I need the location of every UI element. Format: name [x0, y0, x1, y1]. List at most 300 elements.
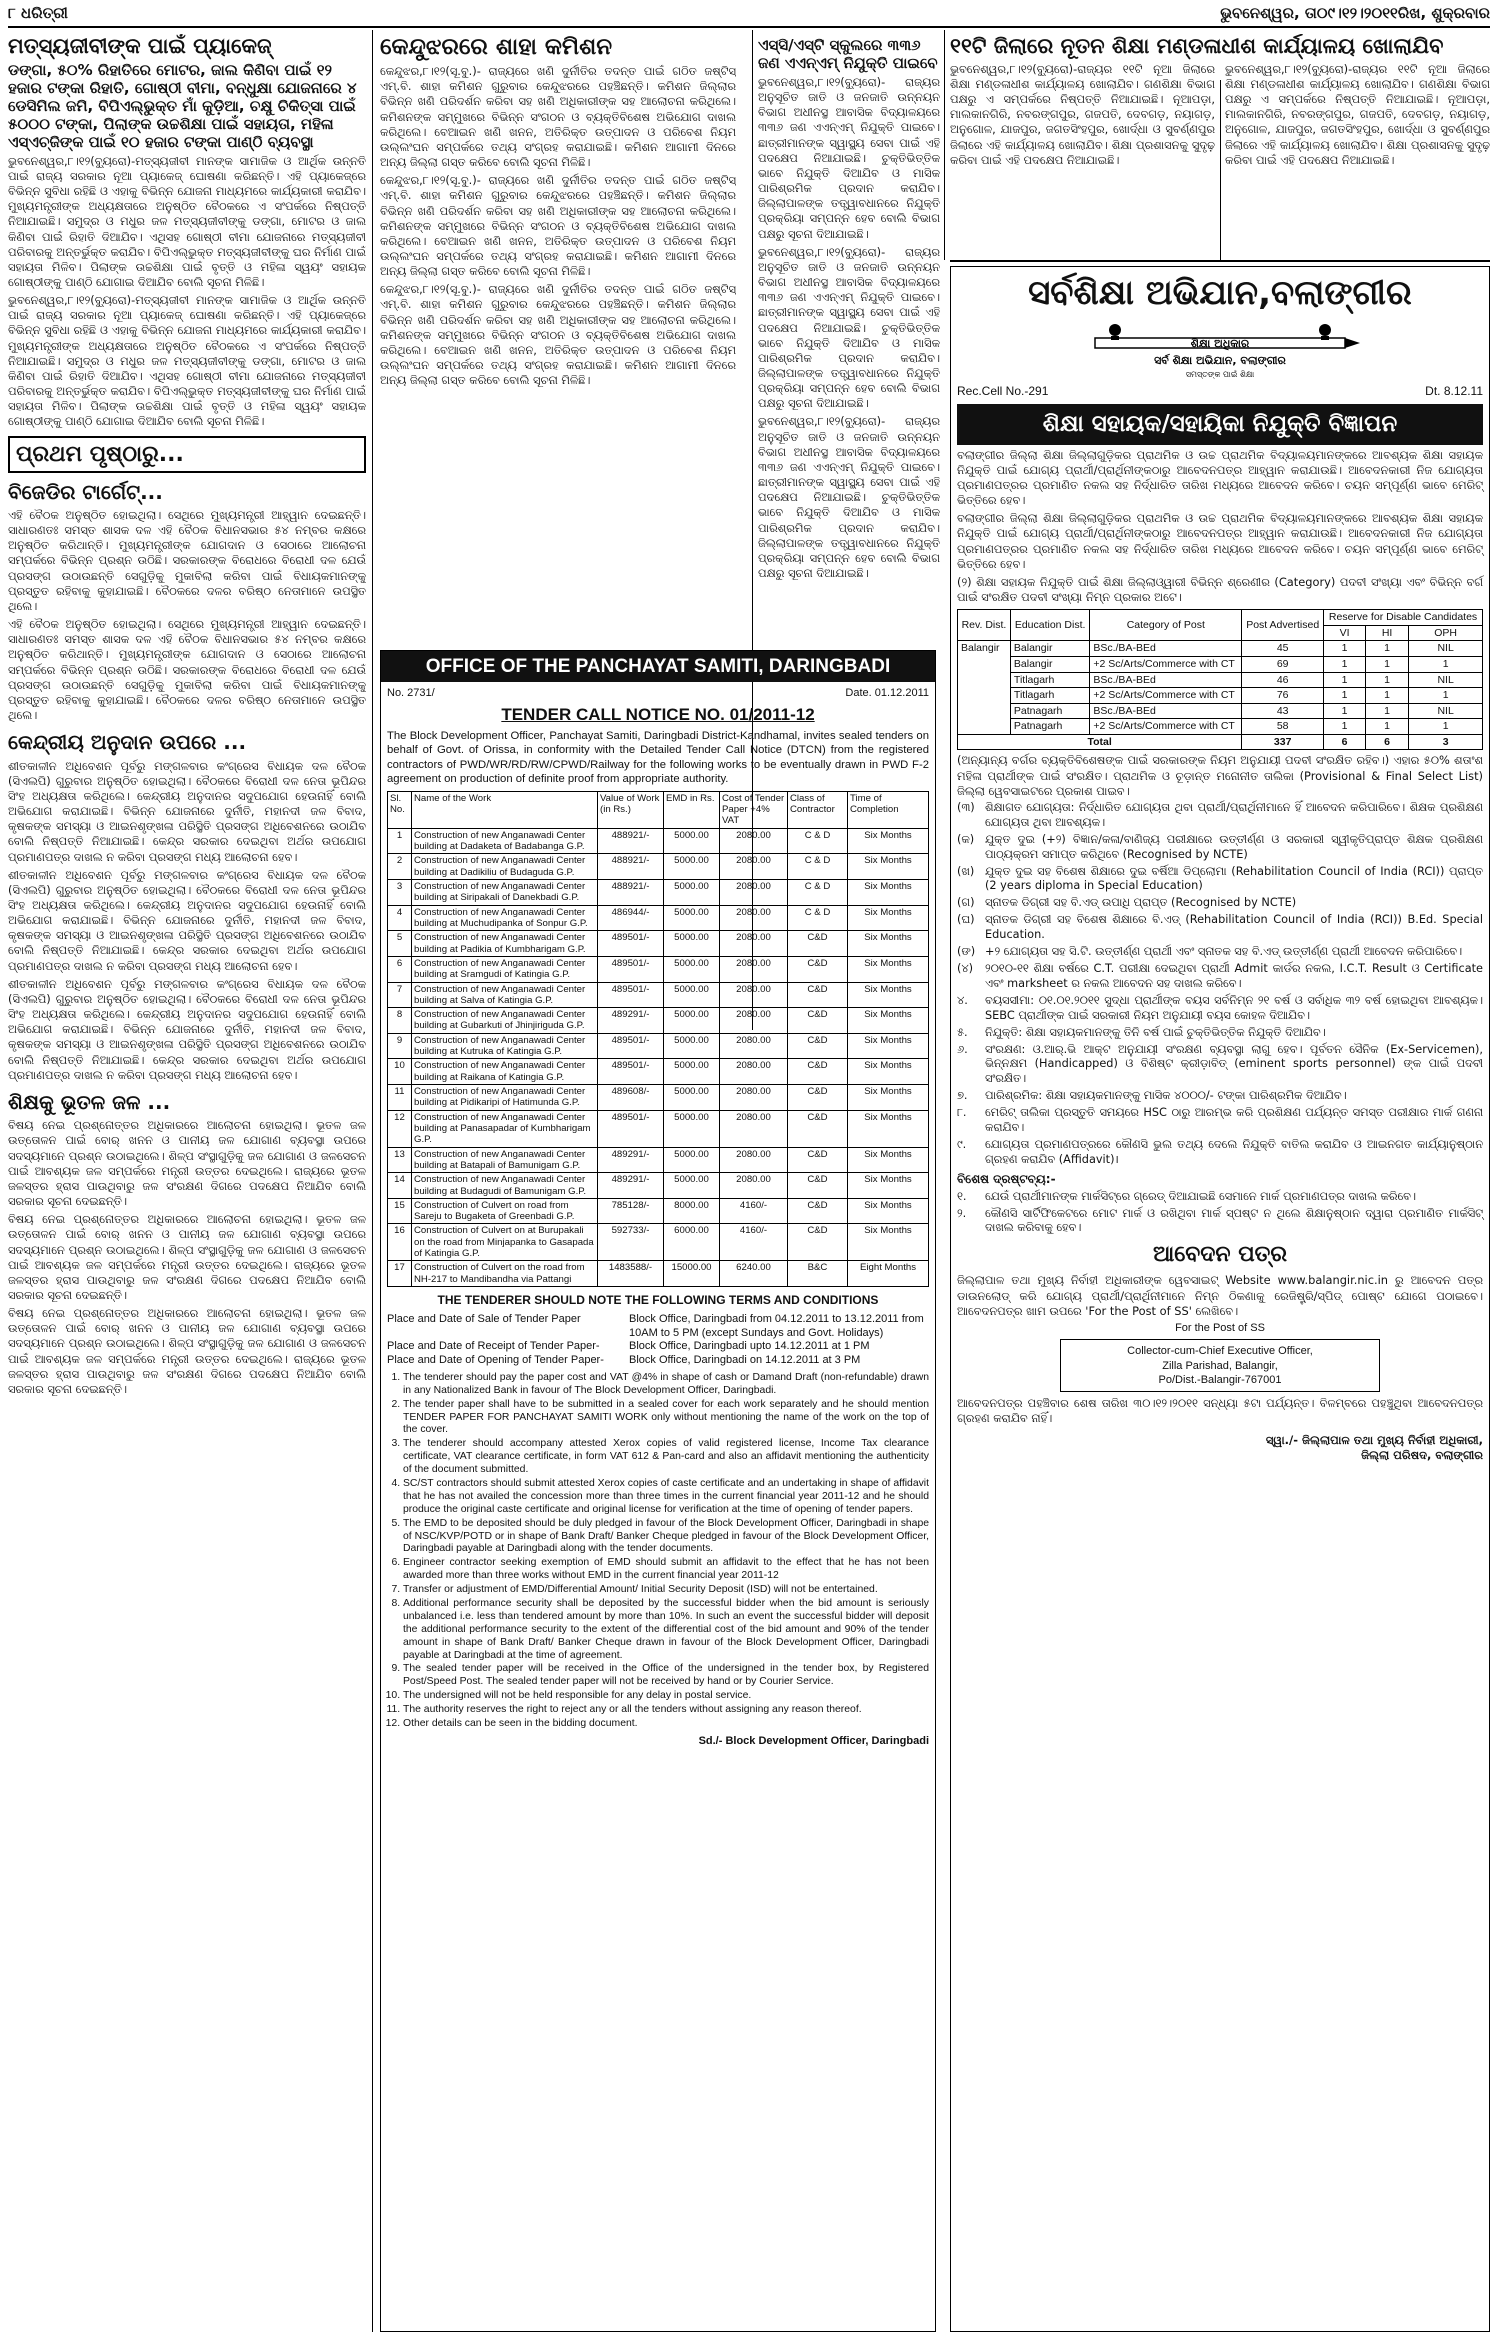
ssa-signature-line2: ଜିଲ୍ଲା ପରିଷଦ, ବଲାଙ୍ଗୀର: [1361, 1447, 1483, 1462]
column-header: Education Dist.: [1010, 610, 1089, 641]
table-cell: 5000.00: [664, 1173, 720, 1199]
post-table: [957, 609, 1483, 750]
list-number: ୪.: [957, 993, 968, 1007]
table-cell: 3: [388, 880, 412, 906]
table-cell: 489608/-: [598, 1085, 664, 1111]
column-education-offices: [950, 34, 1490, 258]
table-cell: 2080.00: [720, 1033, 788, 1059]
article-central-grant: ଶୀତକାଳୀନ ଅଧିବେଶନ ପୂର୍ବରୁ ମଙ୍ଗଳବାର କଂଗ୍ରେସ ବିଧାୟକ ଦଳ ବୈଠକ (ସିଏଲପି) ଗୁରୁବାର ଅନୁଷ୍ଠିତ ହୋଇଥିଲା। ବୈଠକରେ ବିରୋଧୀ ଦଳ ନେତା ଭୂପିନ୍ଦର ସିଂହ ଅଧ୍ୟକ୍ଷତା କରିଥିଲେ। କେନ୍ଦ୍ରୀୟ ଅନୁଦାନର ସଦୁପଯୋଗ ହେଉନାହିଁ ବୋଲି ଅଭିଯୋଗ କରାଯାଇଛି। ବିଭିନ୍ନ ଯୋଜନାରେ ଦୁର୍ନୀତି, ମହାନଦୀ ଜଳ ବିବାଦ, କୃଷକଙ୍କ ସମସ୍ୟା ଓ ଆଇନଶୃଙ୍ଖଳା ପରିସ୍ଥିତି ପ୍ରସଙ୍ଗ ଅଧିବେଶନରେ ଉଠାଯିବ ବୋଲି ନିଷ୍ପତ୍ତି ନିଆଯାଇଛି। କେନ୍ଦ୍ର ସରକାର ଦେଇଥିବା ଅର୍ଥର ଉପଯୋଗ ପ୍ରମାଣପତ୍ର ଦାଖଲ ନ କରିବା ପ୍ରସଙ୍ଗ ମଧ୍ୟ ଆଲୋଚନା ହେବ।: [8, 758, 366, 864]
table-cell: Six Months: [848, 880, 929, 906]
term-item: 10. The undersigned will not be held responsible for any delay in postal service.: [403, 1690, 929, 1703]
column-header: OPH: [1409, 625, 1483, 641]
table-cell: 1: [1324, 688, 1366, 704]
table-cell: Six Months: [848, 1173, 929, 1199]
ssa-date: Dt. 8.12.11: [1425, 384, 1483, 399]
tender-date: Date. 01.12.2011: [845, 687, 929, 700]
column-header: VI: [1324, 625, 1366, 641]
list-item: [957, 945, 1483, 960]
tender-intro: The Block Development Officer, Panchayat Samiti, Daringbadi District-Kandhamal, invites sealed tenders on behalf of Govt. of Orissa, in conformity with the Detailed Tender Call Notice (DTCN) from the registered contractors of PWD/WR/RD/RW/CPWD/Railway for the following works to be eventually drawn in PWD F-2 agreement on production of definite proof from appropriate authority.: [387, 730, 929, 786]
table-cell: 1: [1324, 719, 1366, 735]
table-cell: Patnagarh: [1010, 719, 1089, 735]
table-row: [958, 641, 1483, 657]
table-cell: 1: [1365, 672, 1408, 688]
table-cell: 3: [1409, 734, 1483, 750]
list-number: ୨.: [957, 1206, 967, 1220]
list-text: ଯୁକ୍ତ ଦୁଇ ସହ ବିଶେଷ ଶିକ୍ଷାରେ ଦୁଇ ବର୍ଷିଆ ଡିପ୍ଲୋମା (Rehabilitation Council of India (RCI)) ପ୍ରାପ୍ତ (2 years diploma in Special Education): [985, 864, 1483, 893]
table-cell: +2 Sc/Arts/Commerce with CT: [1090, 719, 1242, 735]
table-cell: 1: [1365, 719, 1408, 735]
table-cell: 2080.00: [720, 1147, 788, 1173]
list-item: [957, 1043, 1483, 1088]
table-cell: NIL: [1409, 641, 1483, 657]
table-cell: Construction of new Anganawadi Center building at Kutruka of Katingia G.P.: [412, 1033, 598, 1059]
table-cell: Balangir: [958, 641, 1011, 735]
column-fishermen: [8, 34, 366, 2334]
list-item: [957, 962, 1483, 992]
total-label: Total: [958, 734, 1242, 750]
article-anm-cont2: ଭୁବନେଶ୍ୱର,୮।୧୨(ବ୍ୟୁରୋ)- ରାଜ୍ୟର ଅନୁସୂଚିତ ଜାତି ଓ ଜନଜାତି ଉନ୍ନୟନ ବିଭାଗ ଅଧୀନସ୍ଥ ଆବାସିକ ବିଦ୍ୟାଳୟରେ ୩୩୬ ଜଣ ଏଏନ୍‌ଏମ୍ ନିଯୁକ୍ତି ପାଇବେ। ଛାତ୍ରୀମାନଙ୍କ ସ୍ୱାସ୍ଥ୍ୟ ସେବା ପାଇଁ ଏହି ପଦକ୍ଷେପ ନିଆଯାଇଛି। ଚୁକ୍ତିଭିତ୍ତିକ ଭାବେ ନିଯୁକ୍ତି ଦିଆଯିବ ଓ ମାସିକ ପାରିଶ୍ରମିକ ପ୍ରଦାନ କରାଯିବ। ଜିଲ୍ଲାପାଳଙ୍କ ତତ୍ତ୍ୱାବଧାନରେ ନିଯୁକ୍ତି ପ୍ରକ୍ରିୟା ସମ୍ପନ୍ନ ହେବ ବୋଲି ବିଭାଗ ପକ୍ଷରୁ ସୂଚନା ଦିଆଯାଇଛି।: [758, 414, 940, 580]
table-cell: 5000.00: [664, 1085, 720, 1111]
article-fishermen-cont: ଭୁବନେଶ୍ୱର,୮।୧୨(ବ୍ୟୁରୋ)-ମତ୍ସ୍ୟଜୀବୀ ମାନଙ୍କ ସାମାଜିକ ଓ ଆର୍ଥିକ ଉନ୍ନତି ପାଇଁ ରାଜ୍ୟ ସରକାର ନୂଆ ପ୍ୟାକେଜ୍ ଘୋଷଣା କରିଛନ୍ତି। ଏହି ପ୍ୟାକେଜ୍‌ରେ ବିଭିନ୍ନ ସୁବିଧା ରହିଛି ଓ ଏହାକୁ ବିଭିନ୍ନ ଯୋଜନା ମାଧ୍ୟମରେ କାର୍ଯ୍ୟକାରୀ କରାଯିବ। ମୁଖ୍ୟମନ୍ତ୍ରୀଙ୍କ ଅଧ୍ୟକ୍ଷତାରେ ଅନୁଷ୍ଠିତ ବୈଠକରେ ଏ ସଂପର୍କରେ ନିଷ୍ପତ୍ତି ନିଆଯାଇଛି। ସମୁଦ୍ର ଓ ମଧୁର ଜଳ ମତ୍ସ୍ୟଜୀବୀଙ୍କୁ ଡଙ୍ଗା, ମୋଟର ଓ ଜାଲ କିଣିବା ପାଇଁ ରିହାତି ଦିଆଯିବ। ଏଥିସହ ଗୋଷ୍ଠୀ ବୀମା ଯୋଜନାରେ ମତ୍ସ୍ୟଜୀବୀ ପରିବାରକୁ ଅନ୍ତର୍ଭୁକ୍ତ କରାଯିବ। ବିପିଏଲ୍‌ଭୁକ୍ତ ମତ୍ସ୍ୟଜୀବୀଙ୍କୁ ଘର ନିର୍ମାଣ ପାଇଁ ସହାୟତା ମିଳିବ। ପିଲାଙ୍କ ଉଚ୍ଚଶିକ୍ଷା ପାଇଁ ବୃତ୍ତି ଓ ମହିଳା ସ୍ୱୟଂ ସହାୟକ ଗୋଷ୍ଠୀଙ୍କୁ ପାଣ୍ଠି ଯୋଗାଇ ଦିଆଯିବ ବୋଲି ସୂଚନା ମିଳିଛି।: [8, 293, 366, 429]
list-text: ଯୋଗ୍ୟତା ପ୍ରମାଣପତ୍ରରେ କୌଣସି ଭୁଲ ତଥ୍ୟ ଦେଲେ ନିଯୁକ୍ତି ବାତିଲ କରାଯିବ ଓ ଆଇନଗତ କାର୍ଯ୍ୟାନୁଷ୍ଠାନ ଗ୍ରହଣ କରାଯିବ (Affidavit)।: [985, 1137, 1483, 1166]
table-cell: Construction of new Anganawadi Center building at Budagudi of Bamunigam G.P.: [412, 1173, 598, 1199]
table-cell: C&D: [788, 1224, 848, 1261]
table-cell: 2080.00: [720, 854, 788, 880]
headline-groundwater: ଶିକ୍ଷକୁ ଭୂତଳ ଜଳ ...: [8, 1089, 171, 1114]
pencil-children-icon: [1075, 316, 1365, 380]
table-cell: 2080.00: [720, 982, 788, 1008]
table-cell: 1: [1365, 688, 1408, 704]
post-label: For the Post of SS: [1175, 1321, 1265, 1334]
table-cell: 489501/-: [598, 1059, 664, 1085]
headline-bjd-target: ବିଜେଡିର ଟାର୍ଗେଟ୍...: [8, 479, 163, 504]
list-text: ବୟସସୀମା: ୦୧.୦୧.୨୦୧୧ ସୁଦ୍ଧା ପ୍ରାର୍ଥୀଙ୍କ ବୟସ ସର୍ବନିମ୍ନ ୨୧ ବର୍ଷ ଓ ସର୍ବାଧିକ ୩୨ ବର୍ଷ ହୋଇଥିବା ଆବଶ୍ୟକ। SEBC ପ୍ରାର୍ଥୀଙ୍କ ପାଇଁ ସରକାରୀ ନିୟମ ଅନୁଯାୟୀ ବୟସ କୋହଳ ଦିଆଯିବ।: [985, 993, 1483, 1022]
address-line: Zilla Parishad, Balangir,: [1162, 1359, 1278, 1372]
table-cell: C & D: [788, 828, 848, 854]
table-cell: 13: [388, 1147, 412, 1173]
table-row: [388, 1224, 929, 1261]
article-groundwater-cont2: ବିଷୟ ନେଇ ପ୍ରଶ୍ନୋତ୍ତର ଅଧିକାରରେ ଆଲୋଚନା ହୋଇଥିଲା। ଭୂତଳ ଜଳ ଉତ୍ତୋଳନ ପାଇଁ ବୋର୍ ଖନନ ଓ ପାନୀୟ ଜଳ ଯୋଗାଣ ବ୍ୟବସ୍ଥା ଉପରେ ସଦସ୍ୟମାନେ ପ୍ରଶ୍ନ ଉଠାଇଥିଲେ। ଶିଳ୍ପ ସଂସ୍ଥାଗୁଡ଼ିକୁ ଜଳ ଯୋଗାଣ ଓ ଜଳସେଚନ ପାଇଁ ଆବଶ୍ୟକ ଜଳ ସମ୍ପର୍କରେ ମନ୍ତ୍ରୀ ଉତ୍ତର ଦେଇଥିଲେ। ରାଜ୍ୟରେ ଭୂତଳ ଜଳସ୍ତର ହ୍ରାସ ପାଉଥିବାରୁ ଜଳ ସଂରକ୍ଷଣ ଦିଗରେ ପଦକ୍ଷେପ ନିଆଯିବ ବୋଲି ସରକାର ସୂଚନା ଦେଇଛନ୍ତି।: [8, 1306, 366, 1396]
address-box: [1060, 1339, 1380, 1392]
table-cell: 488921/-: [598, 828, 664, 854]
table-cell: 2080.00: [720, 1110, 788, 1147]
table-cell: 5000.00: [664, 880, 720, 906]
table-row: [388, 1147, 929, 1173]
table-row: [388, 1008, 929, 1034]
article-central-grant-cont2: ଶୀତକାଳୀନ ଅଧିବେଶନ ପୂର୍ବରୁ ମଙ୍ଗଳବାର କଂଗ୍ରେସ ବିଧାୟକ ଦଳ ବୈଠକ (ସିଏଲପି) ଗୁରୁବାର ଅନୁଷ୍ଠିତ ହୋଇଥିଲା। ବୈଠକରେ ବିରୋଧୀ ଦଳ ନେତା ଭୂପିନ୍ଦର ସିଂହ ଅଧ୍ୟକ୍ଷତା କରିଥିଲେ। କେନ୍ଦ୍ରୀୟ ଅନୁଦାନର ସଦୁପଯୋଗ ହେଉନାହିଁ ବୋଲି ଅଭିଯୋଗ କରାଯାଇଛି। ବିଭିନ୍ନ ଯୋଜନାରେ ଦୁର୍ନୀତି, ମହାନଦୀ ଜଳ ବିବାଦ, କୃଷକଙ୍କ ସମସ୍ୟା ଓ ଆଇନଶୃଙ୍ଖଳା ପରିସ୍ଥିତି ପ୍ରସଙ୍ଗ ଅଧିବେଶନରେ ଉଠାଯିବ ବୋଲି ନିଷ୍ପତ୍ତି ନିଆଯାଇଛି। କେନ୍ଦ୍ର ସରକାର ଦେଇଥିବା ଅର୍ଥର ଉପଯୋଗ ପ୍ରମାଣପତ୍ର ଦାଖଲ ନ କରିବା ପ୍ରସଙ୍ଗ ମଧ୍ୟ ଆଲୋଚନା ହେବ।: [8, 976, 366, 1082]
tender-letter-no: No. 2731/: [387, 687, 435, 700]
table-cell: 4: [388, 905, 412, 931]
table-cell: 17: [388, 1261, 412, 1287]
table-row: [388, 1261, 929, 1287]
table-row: [388, 982, 929, 1008]
table-cell: 5000.00: [664, 905, 720, 931]
table-cell: 6240.00: [720, 1261, 788, 1287]
table-cell: C&D: [788, 1110, 848, 1147]
table-cell: 5000.00: [664, 828, 720, 854]
reservation-paragraph: (ଅନ୍ୟାନ୍ୟ ବର୍ଗର ବ୍ୟକ୍ତିବିଶେଷଙ୍କ ପାଇଁ ସରକାରଙ୍କ ନିୟମ ଅନୁଯାୟୀ ପଦବୀ ସଂରକ୍ଷିତ ରହିବ।) ଏହାର ୫୦% ଶତାଂଶ ମହିଳା ପ୍ରାର୍ଥୀଙ୍କ ପାଇଁ ସଂରକ୍ଷିତ। ପ୍ରାଥମିକ ଓ ଚୂଡ଼ାନ୍ତ ମନୋନୀତ ତାଲିକା (Provisional & Final Select List) ଜିଲ୍ଲା ୱେବସାଇଟରେ ପ୍ରକାଶ ପାଇବ।: [957, 753, 1483, 798]
list-item: [957, 1207, 1483, 1237]
list-number: ୬.: [957, 1042, 968, 1056]
table-cell: 4160/-: [720, 1224, 788, 1261]
table-cell: 43: [1242, 703, 1324, 719]
table-row: [958, 656, 1483, 672]
article-keonjhar-cont: କେନ୍ଦୁଝର,୮।୧୨(ସୂ.ବୁ.)- ରାଜ୍ୟରେ ଖଣି ଦୁର୍ନୀତିର ତଦନ୍ତ ପାଇଁ ଗଠିତ ଜଷ୍ଟିସ୍ ଏମ୍.ବି. ଶାହା କମିଶନ ଗୁରୁବାର କେନ୍ଦୁଝରରେ ପହଞ୍ଚିଛନ୍ତି। କମିଶନ ଜିଲ୍ଲାର ବିଭିନ୍ନ ଖଣି ପରିଦର୍ଶନ କରିବା ସହ ଖଣି ଅଧିକାରୀଙ୍କ ସହ ଆଲୋଚନା କରିଥିଲେ। କମିଶନଙ୍କ ସମ୍ମୁଖରେ ବିଭିନ୍ନ ସଂଗଠନ ଓ ବ୍ୟକ୍ତିବିଶେଷ ଅଭିଯୋଗ ଦାଖଲ କରିଥିଲେ। ବେଆଇନ ଖଣି ଖନନ, ଅତିରିକ୍ତ ଉତ୍ପାଦନ ଓ ପରିବେଶ ନିୟମ ଉଲ୍ଲଂଘନ ସମ୍ପର୍କରେ ତଥ୍ୟ ସଂଗ୍ରହ କରାଯାଇଛି। କମିଶନ ଆଗାମୀ ଦିନରେ ଅନ୍ୟ ଜିଲ୍ଲା ଗସ୍ତ କରିବେ ବୋଲି ସୂଚନା ମିଳିଛି।: [380, 173, 736, 279]
column-anm: [758, 34, 940, 634]
column-header: Time of Completion: [848, 791, 929, 828]
address-line: Collector-cum-Chief Executive Officer,: [1127, 1345, 1313, 1358]
table-cell: C&D: [788, 1059, 848, 1085]
table-cell: 2080.00: [720, 956, 788, 982]
table-cell: 2080.00: [720, 828, 788, 854]
table-cell: 1: [1324, 656, 1366, 672]
table-cell: 1: [1365, 656, 1408, 672]
table-cell: C & D: [788, 880, 848, 906]
table-cell: 5000.00: [664, 931, 720, 957]
list-item: [957, 1089, 1483, 1104]
column-header: Rev. Dist.: [958, 610, 1011, 641]
article-keonjhar: କେନ୍ଦୁଝର,୮।୧୨(ସୂ.ବୁ.)- ରାଜ୍ୟରେ ଖଣି ଦୁର୍ନୀତିର ତଦନ୍ତ ପାଇଁ ଗଠିତ ଜଷ୍ଟିସ୍ ଏମ୍.ବି. ଶାହା କମିଶନ ଗୁରୁବାର କେନ୍ଦୁଝରରେ ପହଞ୍ଚିଛନ୍ତି। କମିଶନ ଜିଲ୍ଲାର ବିଭିନ୍ନ ଖଣି ପରିଦର୍ଶନ କରିବା ସହ ଖଣି ଅଧିକାରୀଙ୍କ ସହ ଆଲୋଚନା କରିଥିଲେ। କମିଶନଙ୍କ ସମ୍ମୁଖରେ ବିଭିନ୍ନ ସଂଗଠନ ଓ ବ୍ୟକ୍ତିବିଶେଷ ଅଭିଯୋଗ ଦାଖଲ କରିଥିଲେ। ବେଆଇନ ଖଣି ଖନନ, ଅତିରିକ୍ତ ଉତ୍ପାଦନ ଓ ପରିବେଶ ନିୟମ ଉଲ୍ଲଂଘନ ସମ୍ପର୍କରେ ତଥ୍ୟ ସଂଗ୍ରହ କରାଯାଇଛି। କମିଶନ ଆଗାମୀ ଦିନରେ ଅନ୍ୟ ଜିଲ୍ଲା ଗସ୍ତ କରିବେ ବୋଲି ସୂଚନା ମିଳିଛି।: [380, 64, 736, 170]
table-cell: Construction of new Anganawadi Center building at Salva of Katingia G.P.: [412, 982, 598, 1008]
application-instructions: ଜିଲ୍ଲାପାଳ ତଥା ମୁଖ୍ୟ ନିର୍ବାହୀ ଅଧିକାରୀଙ୍କ ୱେବସାଇଟ୍ Website www.balangir.nic.in ରୁ ଆବେଦନ ପତ୍ର ଡାଉନଲୋଡ୍ କରି ଯୋଗ୍ୟ ପ୍ରାର୍ଥୀ/ପ୍ରାର୍ଥିନୀମାନେ ନିମ୍ନ ଠିକଣାକୁ ରେଜିଷ୍ଟ୍ରି/ସ୍ପିଡ୍ ପୋଷ୍ଟ ଯୋଗେ ପଠାଇବେ। ଆବେଦନପତ୍ର ଖାମ ଉପରେ 'For the Post of SS' ଲେଖିବେ।: [957, 1273, 1483, 1318]
headline-fishermen: ମତ୍ସ୍ୟଜୀବୀଙ୍କ ପାଇଁ ପ୍ୟାକେଜ୍: [8, 34, 272, 58]
table-cell: 45: [1242, 641, 1324, 657]
table-cell: Construction of new Anganawadi Center building at Dadikiliu of Budaguda G.P.: [412, 854, 598, 880]
list-text: ସଂରକ୍ଷଣ: ଓ.ଆର୍.ଭି ଆକ୍ଟ ଅନୁଯାୟୀ ସଂରକ୍ଷଣ ବ୍ୟବସ୍ଥା ଲାଗୁ ହେବ। ପୂର୍ବତନ ସୈନିକ (Ex-Servicemen), ଭିନ୍ନକ୍ଷମ (Handicapped) ଓ ବିଶିଷ୍ଟ କ୍ରୀଡ଼ାବିତ୍ (eminent sports personnel) ଙ୍କ ପାଇଁ ପଦବୀ ସଂରକ୍ଷିତ।: [985, 1042, 1483, 1086]
list-text: ନିଯୁକ୍ତି: ଶିକ୍ଷା ସହାୟକମାନଙ୍କୁ ତିନି ବର୍ଷ ପାଇଁ ଚୁକ୍ତିଭିତ୍ତିକ ନିଯୁକ୍ତି ଦିଆଯିବ।: [985, 1025, 1326, 1039]
table-cell: 6: [1324, 734, 1366, 750]
table-cell: 489291/-: [598, 1147, 664, 1173]
table-cell: 489501/-: [598, 982, 664, 1008]
place-label: Place and Date of Opening of Tender Paper-: [387, 1354, 604, 1367]
table-cell: 1: [1324, 672, 1366, 688]
table-cell: Construction of new Anganawadi Center building at Dadaketa of Badabanga G.P.: [412, 828, 598, 854]
list-item: [957, 1190, 1483, 1205]
table-cell: Six Months: [848, 982, 929, 1008]
column-header: Class of Contractor: [788, 791, 848, 828]
table-cell: 489501/-: [598, 1033, 664, 1059]
table-cell: 5000.00: [664, 1008, 720, 1034]
table-cell: Titlagarh: [1010, 688, 1089, 704]
article-anm: ଭୁବନେଶ୍ୱର,୮।୧୨(ବ୍ୟୁରୋ)- ରାଜ୍ୟର ଅନୁସୂଚିତ ଜାତି ଓ ଜନଜାତି ଉନ୍ନୟନ ବିଭାଗ ଅଧୀନସ୍ଥ ଆବାସିକ ବିଦ୍ୟାଳୟରେ ୩୩୬ ଜଣ ଏଏନ୍‌ଏମ୍ ନିଯୁକ୍ତି ପାଇବେ। ଛାତ୍ରୀମାନଙ୍କ ସ୍ୱାସ୍ଥ୍ୟ ସେବା ପାଇଁ ଏହି ପଦକ୍ଷେପ ନିଆଯାଇଛି। ଚୁକ୍ତିଭିତ୍ତିକ ଭାବେ ନିଯୁକ୍ତି ଦିଆଯିବ ଓ ମାସିକ ପାରିଶ୍ରମିକ ପ୍ରଦାନ କରାଯିବ। ଜିଲ୍ଲାପାଳଙ୍କ ତତ୍ତ୍ୱାବଧାନରେ ନିଯୁକ୍ତି ପ୍ରକ୍ରିୟା ସମ୍ପନ୍ନ ହେବ ବୋଲି ବିଭାଗ ପକ୍ଷରୁ ସୂଚନା ଦିଆଯାଇଛି।: [758, 75, 940, 241]
special-note-list: [957, 1190, 1483, 1237]
list-number: ୧.: [957, 1189, 967, 1203]
table-cell: Six Months: [848, 956, 929, 982]
table-cell: +2 Sc/Arts/Commerce with CT: [1090, 688, 1242, 704]
column-rule: [944, 30, 945, 260]
page-number: ୮ ଧରିତ୍ରୀ: [8, 4, 68, 23]
table-row: [388, 905, 929, 931]
table-row: [388, 931, 929, 957]
article-groundwater-cont: ବିଷୟ ନେଇ ପ୍ରଶ୍ନୋତ୍ତର ଅଧିକାରରେ ଆଲୋଚନା ହୋଇଥିଲା। ଭୂତଳ ଜଳ ଉତ୍ତୋଳନ ପାଇଁ ବୋର୍ ଖନନ ଓ ପାନୀୟ ଜଳ ଯୋଗାଣ ବ୍ୟବସ୍ଥା ଉପରେ ସଦସ୍ୟମାନେ ପ୍ରଶ୍ନ ଉଠାଇଥିଲେ। ଶିଳ୍ପ ସଂସ୍ଥାଗୁଡ଼ିକୁ ଜଳ ଯୋଗାଣ ଓ ଜଳସେଚନ ପାଇଁ ଆବଶ୍ୟକ ଜଳ ସମ୍ପର୍କରେ ମନ୍ତ୍ରୀ ଉତ୍ତର ଦେଇଥିଲେ। ରାଜ୍ୟରେ ଭୂତଳ ଜଳସ୍ତର ହ୍ରାସ ପାଉଥିବାରୁ ଜଳ ସଂରକ୍ଷଣ ଦିଗରେ ପଦକ୍ଷେପ ନିଆଯିବ ବୋଲି ସରକାର ସୂଚନା ଦେଇଛନ୍ତି।: [8, 1212, 366, 1302]
table-cell: 2080.00: [720, 1008, 788, 1034]
list-number: (କ): [957, 832, 975, 846]
table-cell: Construction of new Anganawadi Center building at Raikana of Katingia G.P.: [412, 1059, 598, 1085]
table-cell: 1: [1409, 688, 1483, 704]
table-cell: 4160/-: [720, 1198, 788, 1224]
article-education-offices-cont: ଭୁବନେଶ୍ୱର,୮।୧୨(ବ୍ୟୁରୋ)-ରାଜ୍ୟର ୧୧ଟି ନୂଆ ଜିଲାରେ ଶିକ୍ଷା ମଣ୍ଡଳାଧୀଶ କାର୍ଯ୍ୟାଳୟ ଖୋଲାଯିବ। ଗଣଶିକ୍ଷା ବିଭାଗ ପକ୍ଷରୁ ଏ ସମ୍ପର୍କରେ ନିଷ୍ପତ୍ତି ନିଆଯାଇଛି। ନୂଆପଡ଼ା, ମାଲକାନଗିରି, ନବରଙ୍ଗପୁର, ଗଜପତି, ଦେବଗଡ଼, ନୟାଗଡ଼, ଅନୁଗୋଳ, ଯାଜପୁର, ଜଗତସିଂହପୁର, ଖୋର୍ଦ୍ଧା ଓ ସୁବର୍ଣ୍ଣପୁର ଜିଲାରେ ଏହି କାର୍ଯ୍ୟାଳୟ ଖୋଲାଯିବ। ଶିକ୍ଷା ପ୍ରଶାସନକୁ ସୁଦୃଢ଼ କରିବା ପାଇଁ ଏହି ପଦକ୍ଷେପ ନିଆଯାଇଛି।: [1225, 61, 1490, 167]
table-cell: 6: [1365, 734, 1408, 750]
sale-place-row: [387, 1313, 929, 1341]
table-cell: Construction of new Anganawadi Center building at Muchudipanka of Sonpur G.P.: [412, 905, 598, 931]
ssa-intro: ବଲାଙ୍ଗୀର ଜିଲ୍ଲା ଶିକ୍ଷା ଜିଲ୍ଲାଗୁଡ଼ିକର ପ୍ରାଥମିକ ଓ ଉଚ୍ଚ ପ୍ରାଥମିକ ବିଦ୍ୟାଳୟମାନଙ୍କରେ ଆବଶ୍ୟକ ଶିକ୍ଷା ସହାୟକ ନିଯୁକ୍ତି ପାଇଁ ଯୋଗ୍ୟ ପ୍ରାର୍ଥୀ/ପ୍ରାର୍ଥିନୀଙ୍କଠାରୁ ଆବେଦନପତ୍ର ଆହ୍ୱାନ କରାଯାଉଛି। ଆବେଦନକାରୀ ନିଜ ଯୋଗ୍ୟତା ପ୍ରମାଣପତ୍ରର ପ୍ରମାଣିତ ନକଲ ସହ ନିର୍ଦ୍ଧାରିତ ତାରିଖ ମଧ୍ୟରେ ଆବେଦନ କରିବେ। ଚୟନ ସମ୍ପୂର୍ଣ୍ଣ ଭାବେ ମେରିଟ୍ ଭିତ୍ତିରେ ହେବ।: [957, 447, 1483, 508]
table-cell: Titlagarh: [1010, 672, 1089, 688]
list-item: [957, 865, 1483, 895]
table-cell: Construction of new Anganawadi Center building at Panasapadar of Kumbharigam G.P.: [412, 1110, 598, 1147]
table-cell: Construction of Culvert on at Burupakali on the road from Minjapanka to Gasapada of Katingia G.P.: [412, 1224, 598, 1261]
list-text: ଯୁକ୍ତ ଦୁଇ (+୨) ବିଜ୍ଞାନ/କଳା/ବାଣିଜ୍ୟ ପରୀକ୍ଷାରେ ଉତ୍ତୀର୍ଣ୍ଣ ଓ ସରକାରୀ ସ୍ୱୀକୃତିପ୍ରାପ୍ତ ଶିକ୍ଷକ ପ୍ରଶିକ୍ଷଣ ପାଠ୍ୟକ୍ରମ ସମାପ୍ତ କରିଥିବେ (Recognised by NCTE): [985, 832, 1483, 861]
table-cell: 489501/-: [598, 956, 664, 982]
recruitment-banner: ଶିକ୍ଷା ସହାୟକ/ସହାୟିକା ନିଯୁକ୍ତି ବିଜ୍ଞାପନ: [957, 404, 1483, 444]
table-cell: 1: [1409, 719, 1483, 735]
tender-signature: Sd./- Block Development Officer, Daringbadi: [698, 1734, 929, 1747]
table-cell: 1483588/-: [598, 1261, 664, 1287]
list-text: ମେରିଟ୍ ତାଲିକା ପ୍ରସ୍ତୁତି ସମୟରେ HSC ଠାରୁ ଆରମ୍ଭ କରି ପ୍ରଶିକ୍ଷଣ ପର୍ଯ୍ୟନ୍ତ ସମସ୍ତ ପରୀକ୍ଷାର ମାର୍କ ଗଣନା କରାଯିବ।: [985, 1106, 1483, 1135]
table-cell: 5000.00: [664, 854, 720, 880]
table-cell: 1: [1365, 641, 1408, 657]
table-cell: 8000.00: [664, 1198, 720, 1224]
place-value: Block Office, Daringbadi upto 14.12.2011 at 1 PM: [629, 1340, 870, 1353]
table-cell: Six Months: [848, 905, 929, 931]
table-total-row: [958, 734, 1483, 750]
article-fishermen: ଭୁବନେଶ୍ୱର,୮।୧୨(ବ୍ୟୁରୋ)-ମତ୍ସ୍ୟଜୀବୀ ମାନଙ୍କ ସାମାଜିକ ଓ ଆର୍ଥିକ ଉନ୍ନତି ପାଇଁ ରାଜ୍ୟ ସରକାର ନୂଆ ପ୍ୟାକେଜ୍ ଘୋଷଣା କରିଛନ୍ତି। ଏହି ପ୍ୟାକେଜ୍‌ରେ ବିଭିନ୍ନ ସୁବିଧା ରହିଛି ଓ ଏହାକୁ ବିଭିନ୍ନ ଯୋଜନା ମାଧ୍ୟମରେ କାର୍ଯ୍ୟକାରୀ କରାଯିବ। ମୁଖ୍ୟମନ୍ତ୍ରୀଙ୍କ ଅଧ୍ୟକ୍ଷତାରେ ଅନୁଷ୍ଠିତ ବୈଠକରେ ଏ ସଂପର୍କରେ ନିଷ୍ପତ୍ତି ନିଆଯାଇଛି। ସମୁଦ୍ର ଓ ମଧୁର ଜଳ ମତ୍ସ୍ୟଜୀବୀଙ୍କୁ ଡଙ୍ଗା, ମୋଟର ଓ ଜାଲ କିଣିବା ପାଇଁ ରିହାତି ଦିଆଯିବ। ଏଥିସହ ଗୋଷ୍ଠୀ ବୀମା ଯୋଜନାରେ ମତ୍ସ୍ୟଜୀବୀ ପରିବାରକୁ ଅନ୍ତର୍ଭୁକ୍ତ କରାଯିବ। ବିପିଏଲ୍‌ଭୁକ୍ତ ମତ୍ସ୍ୟଜୀବୀଙ୍କୁ ଘର ନିର୍ମାଣ ପାଇଁ ସହାୟତା ମିଳିବ। ପିଲାଙ୍କ ଉଚ୍ଚଶିକ୍ଷା ପାଇଁ ବୃତ୍ତି ଓ ମହିଳା ସ୍ୱୟଂ ସହାୟକ ଗୋଷ୍ଠୀଙ୍କୁ ପାଣ୍ଠି ଯୋଗାଇ ଦିଆଯିବ ବୋଲି ସୂଚନା ମିଳିଛି।: [8, 153, 366, 290]
table-row: [388, 854, 929, 880]
table-cell: NIL: [1409, 672, 1483, 688]
logo-bottom-text: ସର୍ବ ଶିକ୍ଷା ଅଭିଯାନ, ବଲାଙ୍ଗୀର: [1154, 354, 1286, 368]
column-header: EMD in Rs.: [664, 791, 720, 828]
term-item: 9. The sealed tender paper will be received in the Office of the undersigned in the tender box, by Registered Post/Speed Post. The sealed tender paper will not be received by hand or by Courier Service.: [403, 1663, 929, 1689]
article-groundwater: ବିଷୟ ନେଇ ପ୍ରଶ୍ନୋତ୍ତର ଅଧିକାରରେ ଆଲୋଚନା ହୋଇଥିଲା। ଭୂତଳ ଜଳ ଉତ୍ତୋଳନ ପାଇଁ ବୋର୍ ଖନନ ଓ ପାନୀୟ ଜଳ ଯୋଗାଣ ବ୍ୟବସ୍ଥା ଉପରେ ସଦସ୍ୟମାନେ ପ୍ରଶ୍ନ ଉଠାଇଥିଲେ। ଶିଳ୍ପ ସଂସ୍ଥାଗୁଡ଼ିକୁ ଜଳ ଯୋଗାଣ ଓ ଜଳସେଚନ ପାଇଁ ଆବଶ୍ୟକ ଜଳ ସମ୍ପର୍କରେ ମନ୍ତ୍ରୀ ଉତ୍ତର ଦେଇଥିଲେ। ରାଜ୍ୟରେ ଭୂତଳ ଜଳସ୍ତର ହ୍ରାସ ପାଉଥିବାରୁ ଜଳ ସଂରକ୍ଷଣ ଦିଗରେ ପଦକ୍ଷେପ ନିଆଯିବ ବୋଲି ସରକାର ସୂଚନା ଦେଇଛନ୍ତି।: [8, 1118, 366, 1209]
table-cell: Six Months: [848, 828, 929, 854]
table-cell: 1: [1365, 703, 1408, 719]
table-cell: 10: [388, 1059, 412, 1085]
term-item: 5. The EMD to be deposited should be duly pledged in favour of the Block Development Officer, Daringbadi in shape of NSC/KVP/POTD or in shape of Bank Draft/ Banker Cheque pledged in favour of the Block Development Officer, Daringbadi payable at Daringbadi along with the tender documents.: [403, 1518, 929, 1557]
table-cell: C & D: [788, 854, 848, 880]
table-cell: 488921/-: [598, 854, 664, 880]
place-value: Block Office, Daringbadi on 14.12.2011 at 3 PM: [629, 1354, 861, 1367]
category-note: (୨) ଶିକ୍ଷା ସହାୟକ ନିଯୁକ୍ତି ପାଇଁ ଶିକ୍ଷା ଜିଲ୍ଲାଓ୍ୱାରୀ ବିଭିନ୍ନ ଶ୍ରେଣୀର (Category) ପଦବୀ ସଂଖ୍ୟା ଏବଂ ବିଭିନ୍ନ ବର୍ଗ ପାଇଁ ସଂରକ୍ଷିତ ପଦବୀ ସଂଖ୍ୟା ନିମ୍ନ ପ୍ରକାର ଅଟେ।: [957, 574, 1483, 604]
table-cell: Eight Months: [848, 1261, 929, 1287]
table-cell: NIL: [1409, 703, 1483, 719]
table-header-row: [388, 791, 929, 828]
term-item: 4. SC/ST contractors should submit attested Xerox copies of caste certificate and an undertaking in shape of affidavit that he has not availed the concession more than three times in the current financial year 2011-12 and he should produce the original caste certificate and original license for verification at the time of opening of tender papers.: [403, 1478, 929, 1517]
deadline-note: ଆବେଦନପତ୍ର ପହଞ୍ଚିବାର ଶେଷ ତାରିଖ ୩୦।୧୨।୨୦୧୧ ସନ୍ଧ୍ୟା ୫ଟା ପର୍ଯ୍ୟନ୍ତ। ବିଳମ୍ବରେ ପହଞ୍ଚୁଥିବା ଆବେଦନପତ୍ର ଗ୍ରହଣ କରାଯିବ ନାହିଁ।: [957, 1396, 1483, 1426]
table-cell: Construction of new Anganawadi Center building at Sramgudi of Katingia G.P.: [412, 956, 598, 982]
table-cell: 2080.00: [720, 1085, 788, 1111]
table-row: [388, 1059, 929, 1085]
tender-works-table: [387, 791, 929, 1287]
list-item: [957, 994, 1483, 1024]
list-number: ୯.: [957, 1137, 967, 1151]
table-cell: 2080.00: [720, 880, 788, 906]
receipt-place-row: [387, 1340, 929, 1354]
table-cell: B&C: [788, 1261, 848, 1287]
headline-anm: ଏସ୍‌ସି/ଏସ୍‌ଟି ସ୍କୁଲରେ ୩୩୬ ଜଣ ଏଏନ୍‌ଏମ୍ ନିଯୁକ୍ତି ପାଇବେ: [758, 36, 938, 72]
table-cell: 2: [388, 854, 412, 880]
table-cell: Six Months: [848, 1033, 929, 1059]
logo-tag-text: ସମସ୍ତଙ୍କ ପାଇଁ ଶିକ୍ଷା: [1185, 370, 1255, 380]
table-cell: C & D: [788, 905, 848, 931]
table-cell: 2080.00: [720, 1059, 788, 1085]
list-text: ୨୦୧୦-୧୧ ଶିକ୍ଷା ବର୍ଷରେ C.T. ପରୀକ୍ଷା ଦେଇଥିବା ପ୍ରାର୍ଥୀ Admit କାର୍ଡର ନକଲ, I.C.T. Result ଓ Certificate ଏବଂ marksheet ର ନକଲ ଆବେଦନ ସହ ଦାଖଲ କରିବେ।: [985, 962, 1483, 990]
table-cell: C&D: [788, 1033, 848, 1059]
table-cell: Construction of new Anganawadi Center building at Padikia of Kumbharigam G.P.: [412, 931, 598, 957]
tender-notice: [380, 650, 936, 2332]
address-line: Po/Dist.-Balangir-767001: [1158, 1373, 1282, 1386]
table-cell: 7: [388, 982, 412, 1008]
table-cell: 1: [1409, 656, 1483, 672]
table-cell: C&D: [788, 956, 848, 982]
table-row: [958, 688, 1483, 704]
table-cell: Patnagarh: [1010, 703, 1089, 719]
list-number: ୮.: [957, 1106, 967, 1120]
tender-call-title: TENDER CALL NOTICE NO. 01/2011-12: [501, 704, 815, 724]
table-cell: C&D: [788, 931, 848, 957]
headline-keonjhar: କେନ୍ଦୁଝରରେ ଶାହା କମିଶନ: [380, 34, 613, 60]
dateline: ଭୁବନେଶ୍ୱର, ତା୦୯।୧୨।୨୦୧୧ରିଖ, ଶୁକ୍ରବାର: [1220, 4, 1490, 23]
terms-heading: THE TENDERER SHOULD NOTE THE FOLLOWING TERMS AND CONDITIONS: [437, 1293, 879, 1308]
table-cell: Construction of new Anganawadi Center building at Siripakali of Danekbadi G.P.: [412, 880, 598, 906]
table-cell: Construction of new Anganawadi Center building at Batapali of Bamunigam G.P.: [412, 1147, 598, 1173]
column-header: Sl. No.: [388, 791, 412, 828]
table-cell: 2080.00: [720, 1173, 788, 1199]
table-cell: Six Months: [848, 1085, 929, 1111]
table-cell: Balangir: [1010, 656, 1089, 672]
table-cell: C&D: [788, 982, 848, 1008]
list-number: (ଗ): [957, 896, 975, 910]
table-cell: 8: [388, 1008, 412, 1034]
list-number: ୭.: [957, 1089, 968, 1103]
ssa-title: ସର୍ବଶିକ୍ଷା ଅଭିଯାନ,ବଲାଙ୍ଗୀର: [1028, 273, 1412, 313]
term-item: 1. The tenderer should pay the paper cost and VAT @4% in shape of cash or Damand Draft (non-refundable) drawn in any Nationalized Bank in favour of The Block Development Officer, Daringbadi.: [403, 1372, 929, 1398]
ssa-advertisement: [950, 266, 1490, 2332]
tender-office-title: OFFICE OF THE PANCHAYAT SAMITI, DARINGBADI: [381, 651, 935, 682]
table-cell: 489501/-: [598, 1110, 664, 1147]
table-cell: C&D: [788, 1198, 848, 1224]
table-row: [388, 956, 929, 982]
place-label: Place and Date of Sale of Tender Paper: [387, 1312, 581, 1325]
article-education-offices: ଭୁବନେଶ୍ୱର,୮।୧୨(ବ୍ୟୁରୋ)-ରାଜ୍ୟର ୧୧ଟି ନୂଆ ଜିଲାରେ ଶିକ୍ଷା ମଣ୍ଡଳାଧୀଶ କାର୍ଯ୍ୟାଳୟ ଖୋଲାଯିବ। ଗଣଶିକ୍ଷା ବିଭାଗ ପକ୍ଷରୁ ଏ ସମ୍ପର୍କରେ ନିଷ୍ପତ୍ତି ନିଆଯାଇଛି। ନୂଆପଡ଼ା, ମାଲକାନଗିରି, ନବରଙ୍ଗପୁର, ଗଜପତି, ଦେବଗଡ଼, ନୟାଗଡ଼, ଅନୁଗୋଳ, ଯାଜପୁର, ଜଗତସିଂହପୁର, ଖୋର୍ଦ୍ଧା ଓ ସୁବର୍ଣ୍ଣପୁର ଜିଲାରେ ଏହି କାର୍ଯ୍ୟାଳୟ ଖୋଲାଯିବ। ଶିକ୍ଷା ପ୍ରଶାସନକୁ ସୁଦୃଢ଼ କରିବା ପାଇଁ ଏହି ପଦକ୍ଷେପ ନିଆଯାଇଛି।: [950, 61, 1215, 167]
table-cell: Six Months: [848, 931, 929, 957]
term-item: 8. Additional performance security shall be deposited by the successful bidder when the bid amount is seriously unbalanced i.e. less than tendered amount by more than 10%. In such an event the successful bidder will deposit the additional performance security to the extent of the differential cost of the bid amount and 90% of the tender amount in shape of Bank Draft/ Banker Cheque drawn in favour of the Block Development Officer, Daringbadi payable at Daringbadi at the time of agreement.: [403, 1598, 929, 1662]
table-cell: 58: [1242, 719, 1324, 735]
subhead-fishermen: ଡଙ୍ଗା, ୫୦% ରିହାତିରେ ମୋଟର, ଜାଲ କିଣିବା ପାଇଁ ୧୨ ହଜାର ଟଙ୍କା ରିହାତି, ଗୋଷ୍ଠୀ ବୀମା, ବନ୍ଧୁକ୍ଷା ଯୋଜନାରେ ୪ ଡେସିମିଲ ଜମି, ବିପିଏଲ୍‌ଭୁକ୍ତ ମାଁ କୁଡ଼ିଆ, ଚକ୍ଷୁ ଚିକିତ୍ସା ପାଇଁ ୫୦୦୦ ଟଙ୍କା, ପିଲାଙ୍କ ଉଚ୍ଚଶିକ୍ଷା ପାଇଁ ସହାୟତା, ମହିଳା ଏସ୍‌ଏଚ୍‌ଜିଙ୍କ ପାଇଁ ୧୦ ହଜାର ଟଙ୍କା ପାଣ୍ଠି ବ୍ୟବସ୍ଥା: [8, 60, 357, 151]
table-row: [388, 1173, 929, 1199]
table-cell: Six Months: [848, 1198, 929, 1224]
term-item: 2. The tender paper shall have to be submitted in a sealed cover for each work separately and he should mention TENDER PAPER FOR PANCHAYAT SAMITI WORK only without mentioning the name of the work on the top of the cover.: [403, 1399, 929, 1438]
table-cell: Construction of new Anganawadi Center building at Pidikaripi of Hatimunda G.P.: [412, 1085, 598, 1111]
list-number: (ଖ): [957, 864, 975, 878]
list-item: [957, 833, 1483, 863]
list-text: ସ୍ନାତକ ଡିଗ୍ରୀ ସହ ବି.ଏଡ୍ ଉପାଧି ପ୍ରାପ୍ତ (Recognised by NCTE): [985, 896, 1297, 910]
table-cell: BSc./BA-BEd: [1090, 672, 1242, 688]
table-cell: 488921/-: [598, 880, 664, 906]
table-row: [958, 672, 1483, 688]
terms-list: [403, 1372, 929, 1731]
list-text: ପାରିଶ୍ରମିକ: ଶିକ୍ଷା ସହାୟକମାନଙ୍କୁ ମାସିକ ୪୦୦୦/- ଟଙ୍କା ପାରିଶ୍ରମିକ ଦିଆଯିବ।: [985, 1089, 1347, 1103]
list-text: ଯେଉଁ ପ୍ରାର୍ଥୀମାନଙ୍କ ମାର୍କସିଟ୍‌ରେ ଗ୍ରେଡ୍ ଦିଆଯାଇଛି ସେମାନେ ମାର୍କ ପ୍ରମାଣପତ୍ର ଦାଖଲ କରିବେ।: [985, 1189, 1416, 1203]
table-cell: 2080.00: [720, 931, 788, 957]
ssa-logo: [957, 316, 1483, 380]
list-number: (ଙ): [957, 945, 976, 959]
table-cell: 6: [388, 956, 412, 982]
table-cell: 6000.00: [664, 1224, 720, 1261]
article-anm-cont: ଭୁବନେଶ୍ୱର,୮।୧୨(ବ୍ୟୁରୋ)- ରାଜ୍ୟର ଅନୁସୂଚିତ ଜାତି ଓ ଜନଜାତି ଉନ୍ନୟନ ବିଭାଗ ଅଧୀନସ୍ଥ ଆବାସିକ ବିଦ୍ୟାଳୟରେ ୩୩୬ ଜଣ ଏଏନ୍‌ଏମ୍ ନିଯୁକ୍ତି ପାଇବେ। ଛାତ୍ରୀମାନଙ୍କ ସ୍ୱାସ୍ଥ୍ୟ ସେବା ପାଇଁ ଏହି ପଦକ୍ଷେପ ନିଆଯାଇଛି। ଚୁକ୍ତିଭିତ୍ତିକ ଭାବେ ନିଯୁକ୍ତି ଦିଆଯିବ ଓ ମାସିକ ପାରିଶ୍ରମିକ ପ୍ରଦାନ କରାଯିବ। ଜିଲ୍ଲାପାଳଙ୍କ ତତ୍ତ୍ୱାବଧାନରେ ନିଯୁକ୍ତି ପ୍ରକ୍ରିୟା ସମ୍ପନ୍ନ ହେବ ବୋଲି ବିଭାଗ ପକ୍ଷରୁ ସୂଚନା ଦିଆଯାଇଛି।: [758, 244, 940, 411]
table-cell: 1: [1324, 641, 1366, 657]
list-text: +୨ ଯୋଗ୍ୟତା ସହ ସି.ଟି. ଉତ୍ତୀର୍ଣ୍ଣ ପ୍ରାର୍ଥୀ ଏବଂ ସ୍ନାତକ ସହ ବି.ଏଡ୍ ଉତ୍ତୀର୍ଣ୍ଣ ପ୍ରାର୍ଥୀ ଆବେଦନ କରିପାରିବେ।: [985, 945, 1463, 959]
table-cell: 337: [1242, 734, 1324, 750]
table-cell: 9: [388, 1033, 412, 1059]
term-item: 12. Other details can be seen in the bidding document.: [403, 1718, 929, 1731]
table-cell: 5000.00: [664, 1110, 720, 1147]
table-cell: Six Months: [848, 1224, 929, 1261]
table-cell: 489501/-: [598, 931, 664, 957]
column-header: Reserve for Disable Candidates: [1324, 610, 1483, 626]
table-cell: 486944/-: [598, 905, 664, 931]
table-row: [388, 880, 929, 906]
table-row: [388, 1110, 929, 1147]
column-rule: [372, 30, 373, 2332]
table-row: [388, 1085, 929, 1111]
table-cell: Balangir: [1010, 641, 1089, 657]
column-header: Post Advertised: [1242, 610, 1324, 641]
place-value: Block Office, Daringbadi from 04.12.2011 to 13.12.2011 from 10AM to 5 PM (except Sundays and Govt. Holidays): [629, 1312, 924, 1339]
table-cell: 14: [388, 1173, 412, 1199]
qualification-list: [957, 801, 1483, 1168]
list-number: ୫.: [957, 1025, 968, 1039]
table-cell: 76: [1242, 688, 1324, 704]
opening-place-row: [387, 1354, 929, 1368]
column-header: HI: [1365, 625, 1408, 641]
table-cell: C&D: [788, 1173, 848, 1199]
table-cell: 2080.00: [720, 905, 788, 931]
list-item: [957, 1138, 1483, 1168]
special-note-heading: ବିଶେଷ ଦ୍ରଷ୍ଟବ୍ୟ:-: [957, 1171, 1056, 1186]
term-item: 11. The authority reserves the right to reject any or all the tenders without assigning any reason thereof.: [403, 1704, 929, 1717]
term-item: 3. The tenderer should accompany attested Xerox copies of valid registered license, Income Tax clearance certificate, VAT clearance certificate, in form VAT 612 & Pan-card and also an affidavit mentioning the authenticity of the document submitted.: [403, 1438, 929, 1477]
table-cell: BSc./BA-BEd: [1090, 641, 1242, 657]
column-header: Name of the Work: [412, 791, 598, 828]
table-cell: 5000.00: [664, 1147, 720, 1173]
table-cell: 5000.00: [664, 956, 720, 982]
table-cell: 12: [388, 1110, 412, 1147]
table-cell: Six Months: [848, 854, 929, 880]
table-cell: 46: [1242, 672, 1324, 688]
place-label: Place and Date of Receipt of Tender Paper-: [387, 1340, 600, 1353]
headline-central-grant: କେନ୍ଦ୍ରୀୟ ଅନୁଦାନ ଉପରେ ...: [8, 730, 247, 755]
list-item: [957, 1106, 1483, 1136]
list-number: (ଘ): [957, 913, 975, 927]
section-rule: [950, 260, 1490, 262]
term-item: 7. Transfer or adjustment of EMD/Differential Amount/ Initial Security Deposit (ISD) will not be entertained.: [403, 1584, 929, 1597]
table-cell: 1: [388, 828, 412, 854]
headline-education-offices: ୧୧ଟି ଜିଲାରେ ନୂତନ ଶିକ୍ଷା ମଣ୍ଡଳାଧୀଶ କାର୍ଯ୍ୟାଳୟ ଖୋଲାଯିବ: [950, 34, 1444, 58]
table-cell: +2 Sc/Arts/Commerce with CT: [1090, 656, 1242, 672]
table-row: [388, 828, 929, 854]
table-cell: 5000.00: [664, 982, 720, 1008]
term-item: 6. Engineer contractor seeking exemption of EMD should submit an affidavit to the effect that he has not been awarded more than three works without EMD in the current financial year 2011-12: [403, 1557, 929, 1583]
ssa-intro-cont: ବଲାଙ୍ଗୀର ଜିଲ୍ଲା ଶିକ୍ଷା ଜିଲ୍ଲାଗୁଡ଼ିକର ପ୍ରାଥମିକ ଓ ଉଚ୍ଚ ପ୍ରାଥମିକ ବିଦ୍ୟାଳୟମାନଙ୍କରେ ଆବଶ୍ୟକ ଶିକ୍ଷା ସହାୟକ ନିଯୁକ୍ତି ପାଇଁ ଯୋଗ୍ୟ ପ୍ରାର୍ଥୀ/ପ୍ରାର୍ଥିନୀଙ୍କଠାରୁ ଆବେଦନପତ୍ର ଆହ୍ୱାନ କରାଯାଉଛି। ଆବେଦନକାରୀ ନିଜ ଯୋଗ୍ୟତା ପ୍ରମାଣପତ୍ରର ପ୍ରମାଣିତ ନକଲ ସହ ନିର୍ଦ୍ଧାରିତ ତାରିଖ ମଧ୍ୟରେ ଆବେଦନ କରିବେ। ଚୟନ ସମ୍ପୂର୍ଣ୍ଣ ଭାବେ ମେରିଟ୍ ଭିତ୍ତିରେ ହେବ।: [957, 511, 1483, 571]
table-cell: C&D: [788, 1008, 848, 1034]
table-cell: Six Months: [848, 1059, 929, 1085]
table-cell: 5000.00: [664, 1059, 720, 1085]
table-cell: 1: [1324, 703, 1366, 719]
article-central-grant-cont: ଶୀତକାଳୀନ ଅଧିବେଶନ ପୂର୍ବରୁ ମଙ୍ଗଳବାର କଂଗ୍ରେସ ବିଧାୟକ ଦଳ ବୈଠକ (ସିଏଲପି) ଗୁରୁବାର ଅନୁଷ୍ଠିତ ହୋଇଥିଲା। ବୈଠକରେ ବିରୋଧୀ ଦଳ ନେତା ଭୂପିନ୍ଦର ସିଂହ ଅଧ୍ୟକ୍ଷତା କରିଥିଲେ। କେନ୍ଦ୍ରୀୟ ଅନୁଦାନର ସଦୁପଯୋଗ ହେଉନାହିଁ ବୋଲି ଅଭିଯୋଗ କରାଯାଇଛି। ବିଭିନ୍ନ ଯୋଜନାରେ ଦୁର୍ନୀତି, ମହାନଦୀ ଜଳ ବିବାଦ, କୃଷକଙ୍କ ସମସ୍ୟା ଓ ଆଇନଶୃଙ୍ଖଳା ପରିସ୍ଥିତି ପ୍ରସଙ୍ଗ ଅଧିବେଶନରେ ଉଠାଯିବ ବୋଲି ନିଷ୍ପତ୍ତି ନିଆଯାଇଛି। କେନ୍ଦ୍ର ସରକାର ଦେଇଥିବା ଅର୍ଥର ଉପଯୋଗ ପ୍ରମାଣପତ୍ର ଦାଖଲ ନ କରିବା ପ୍ରସଙ୍ଗ ମଧ୍ୟ ଆଲୋଚନା ହେବ।: [8, 867, 366, 973]
table-cell: BSc./BA-BEd: [1090, 703, 1242, 719]
list-item: [957, 1026, 1483, 1041]
table-cell: 15: [388, 1198, 412, 1224]
list-item: [957, 913, 1483, 943]
